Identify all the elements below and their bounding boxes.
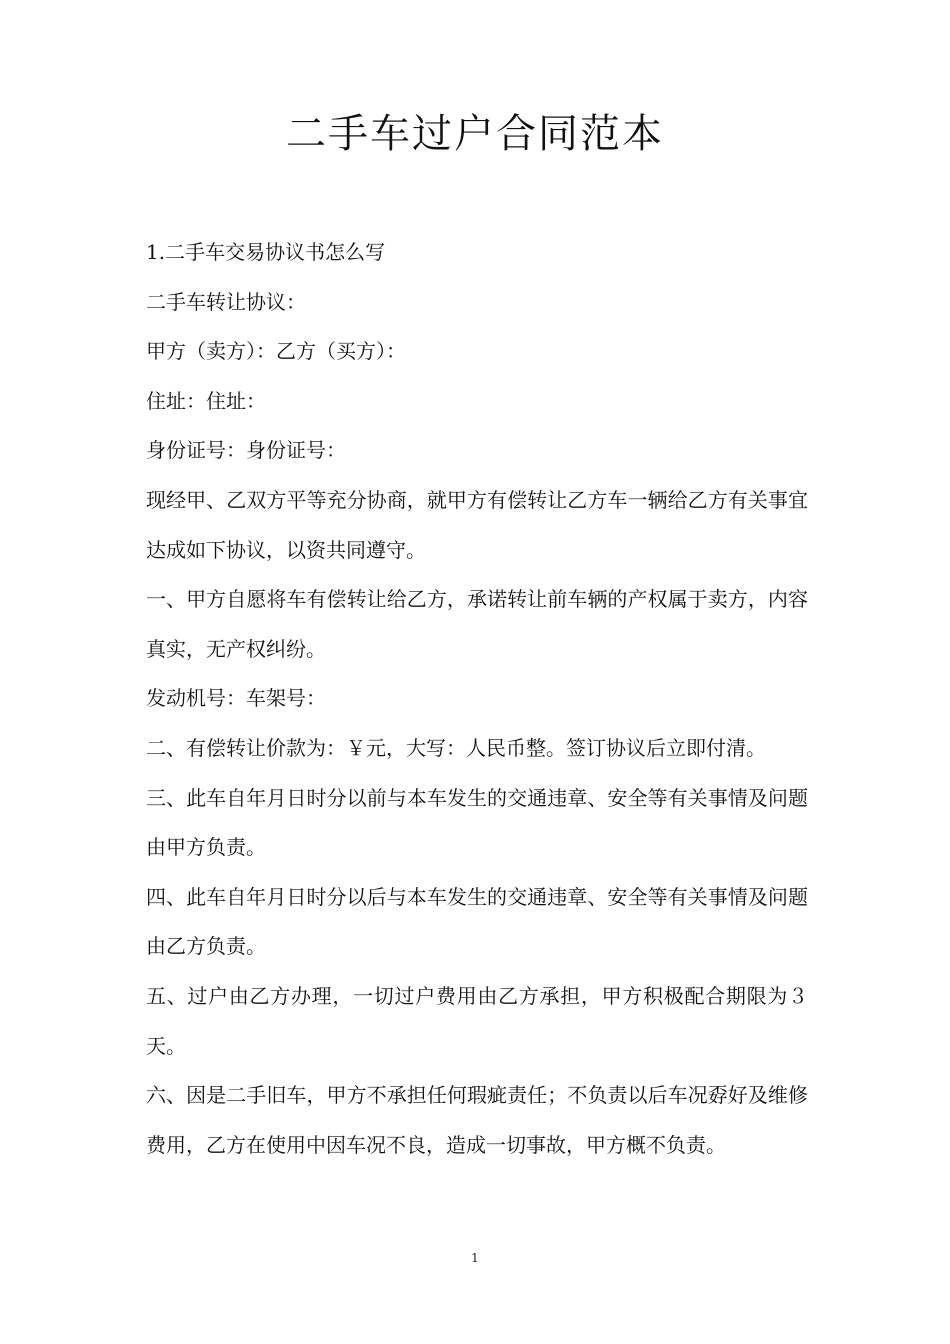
clause-3: 三、此车自年月日时分以前与本车发生的交通违章、安全等有关事情及问题由甲方负责。 [146,785,808,860]
paragraph-agreement-label: 二手车转让协议： [146,289,306,314]
document-body [146,228,808,1170]
clause-1: 一、甲方自愿将车有偿转让给乙方，承诺转让前车辆的产权属于卖方，内容真实，无产权纠纷。 [146,587,808,661]
paragraph-address: 住址：住址： [146,388,266,413]
clause-2: 二、有偿转让价款为：￥元，大写：人民币整。签订协议后立即付清。 [146,735,766,760]
paragraph-id-number: 身份证号：身份证号： [146,438,346,463]
clause-4: 四、此车自年月日时分以后与本车发生的交通违章、安全等有关事情及问题由乙方负责。 [146,884,808,959]
paragraph-parties: 甲方（卖方）：乙方（买方）： [146,339,406,364]
clause-6: 六、因是二手旧车，甲方不承担任何瑕疵责任；不负责以后车况孬好及维修费用，乙方在使用中因车况不良，造成一切事故，甲方概不负责。 [146,1083,808,1157]
paragraph-preamble: 现经甲、乙双方平等充分协商，就甲方有偿转让乙方车一辆给乙方有关事宜达成如下协议，以资共同遵守。 [146,487,808,562]
paragraph-heading: 1.二手车交易协议书怎么写 [146,240,386,264]
document-title: 二手车过户合同范本 [286,111,664,157]
page-number: 1 [471,1251,479,1265]
clause-5: 五、过户由乙方办理，一切过户费用由乙方承担，甲方积极配合期限为３天。 [146,983,808,1058]
paragraph-engine-frame: 发动机号：车架号： [146,686,326,711]
